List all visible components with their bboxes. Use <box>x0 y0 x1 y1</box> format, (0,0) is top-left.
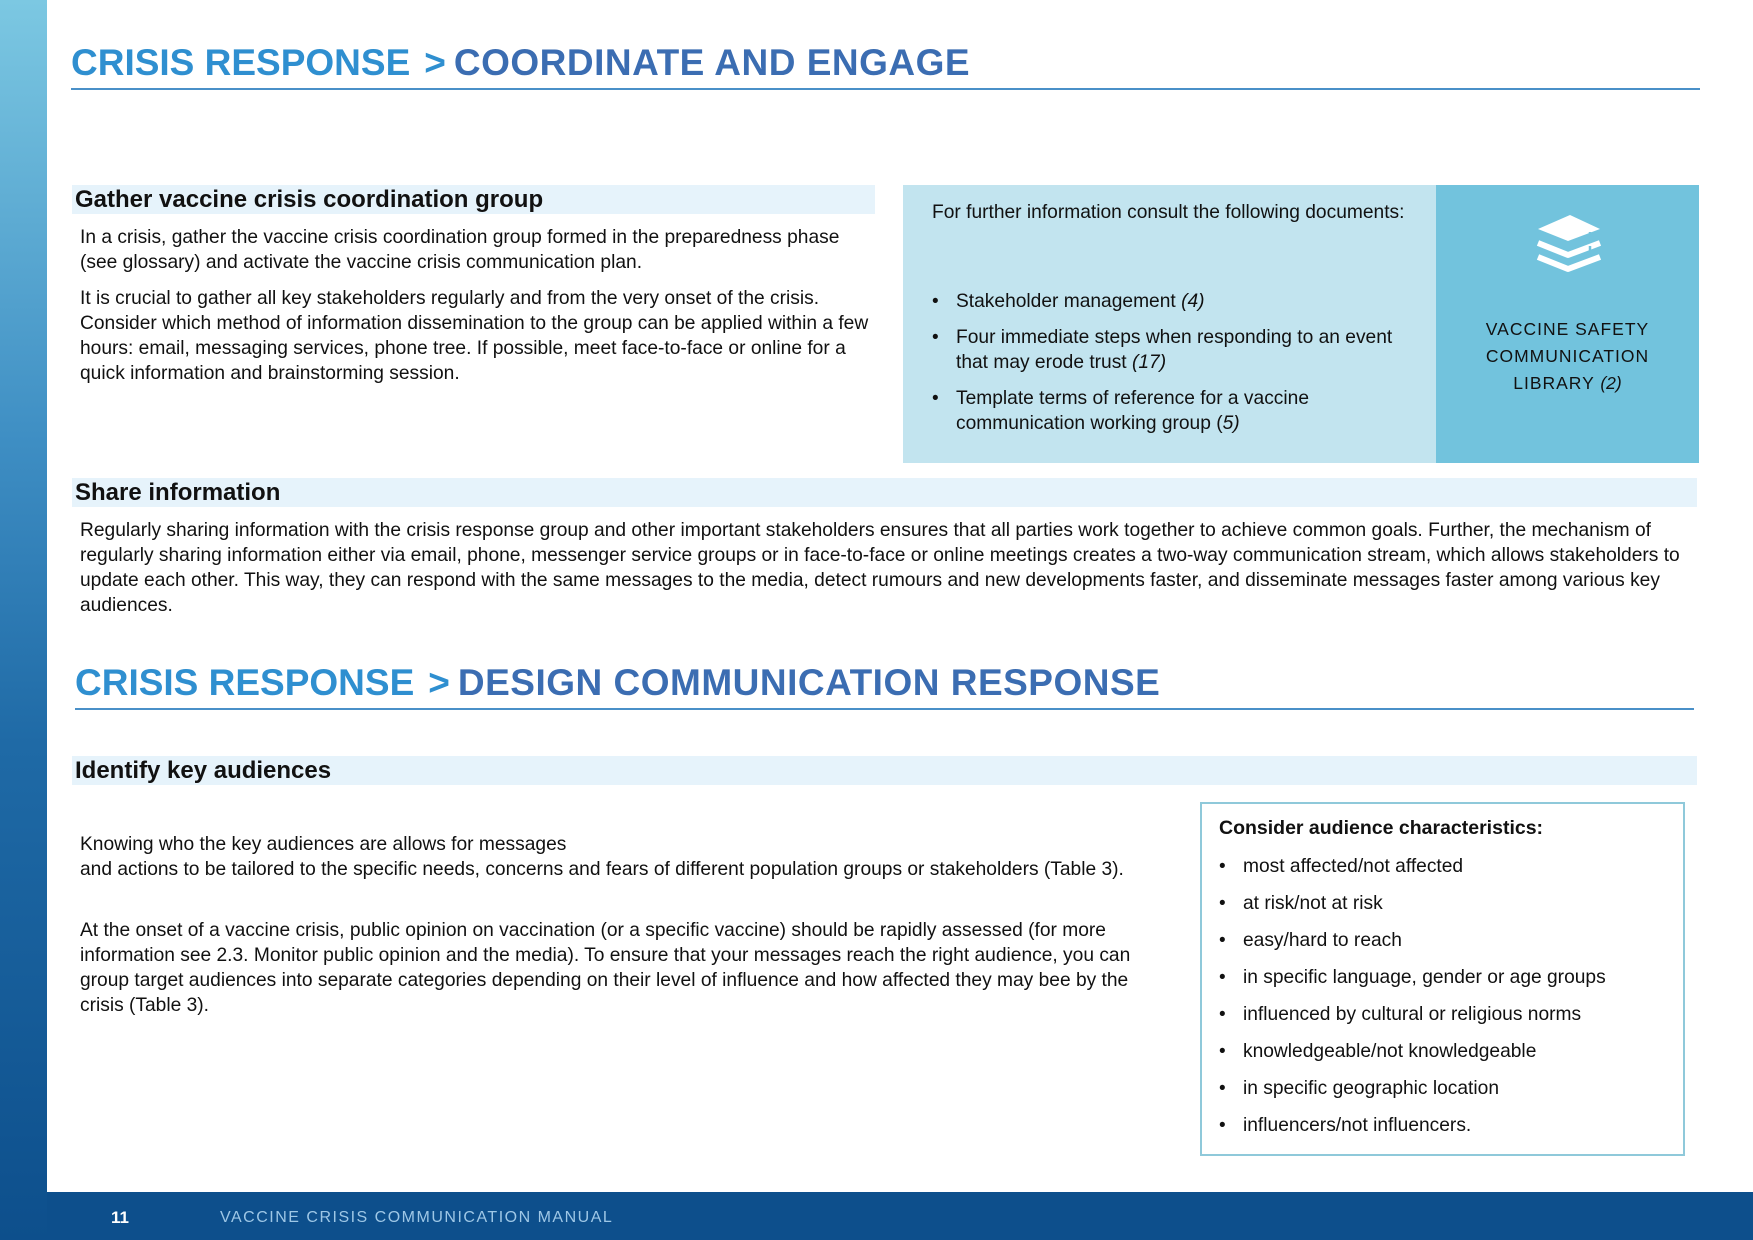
library-label: VACCINE SAFETY COMMUNICATION LIBRARY (2) <box>1485 319 1650 393</box>
heading-part-coordinate: COORDINATE AND ENGAGE <box>453 42 971 83</box>
heading-part-crisis-response: CRISIS RESPONSE <box>75 662 415 703</box>
audiences-paragraph-1: Knowing who the key audiences are allows for messages and actions to be tailored to the specific needs, concerns and fears of different population groups or stakeholders (Table 3). <box>80 834 1124 880</box>
library-box[interactable] <box>1436 185 1699 463</box>
characteristic-item: • most affected/not affected <box>1219 854 1606 879</box>
footer-manual-title: VACCINE CRISIS COMMUNICATION MANUAL <box>220 1209 614 1226</box>
sidebar-gradient-bar <box>0 0 47 1240</box>
subhead-gather-group: Gather vaccine crisis coordination group <box>72 185 875 214</box>
page-footer <box>47 1192 1753 1240</box>
further-info-intro: For further information consult the following documents: <box>932 202 1405 223</box>
further-info-list <box>932 289 1422 447</box>
subhead-share-information: Share information <box>72 478 1697 507</box>
gather-paragraph-1: In a crisis, gather the vaccine crisis coordination group formed in the preparedness phase (see glossary) and activate the vaccine crisis communication plan. <box>80 227 840 273</box>
heading-part-crisis-response: CRISIS RESPONSE <box>71 42 411 83</box>
further-info-item: • Stakeholder management (4) <box>932 289 1422 314</box>
audiences-paragraph-2: At the onset of a vaccine crisis, public opinion on vaccination (or a specific vaccine) should be rapidly assessed (for more information see 2.3. Monitor public opinion and the media). To ensure that your messages reach the right audience, you can group target audiences into separate categories depending on their level of influence and how affected they may bee by the crisis (Table 3). <box>80 920 1131 1016</box>
share-paragraph: Regularly sharing information with the crisis response group and other important stakeholders ensures that all parties work together to achieve common goals. Further, the mechanism of regularly sharing information either via email, phone, messenger service groups or in face-to-face or online meetings creates a two-way communication stream, which allows stakeholders to update each other. This way, they can respond with the same messages to the media, detect rumours and new developments faster, and disseminate messages faster among various key audiences. <box>80 520 1680 616</box>
heading-part-design: DESIGN COMMUNICATION RESPONSE <box>457 662 1161 703</box>
heading-separator: > <box>424 42 446 83</box>
heading-separator: > <box>428 662 450 703</box>
section-heading-design <box>75 662 1694 710</box>
further-info-box <box>903 185 1436 463</box>
subhead-identify-audiences: Identify key audiences <box>72 756 1697 785</box>
characteristic-item: • at risk/not at risk <box>1219 891 1606 916</box>
characteristic-item: • influenced by cultural or religious norms <box>1219 1002 1606 1027</box>
section-heading-coordinate <box>71 42 1700 90</box>
further-info-item: • Template terms of reference for a vaccine communication working group (5) <box>932 386 1422 436</box>
characteristic-item: • in specific language, gender or age groups <box>1219 965 1606 990</box>
further-info-item: • Four immediate steps when responding to an event that may erode trust (17) <box>932 325 1422 375</box>
books-icon <box>1530 201 1606 282</box>
characteristic-item: • in specific geographic location <box>1219 1076 1606 1101</box>
characteristic-item: • easy/hard to reach <box>1219 928 1606 953</box>
characteristic-item: • knowledgeable/not knowledgeable <box>1219 1039 1606 1064</box>
audience-characteristics-list <box>1219 854 1606 1150</box>
audience-box-title: Consider audience characteristics: <box>1219 817 1544 839</box>
page-number: 11 <box>111 1208 129 1227</box>
gather-paragraph-2: It is crucial to gather all key stakeholders regularly and from the very onset of the crisis. Consider which method of information dissemination to the group can be applied within a few hours: email, messaging services, phone tree. If possible, meet face-to-face or online for a quick information and brainstorming session. <box>80 288 869 384</box>
audience-characteristics-box <box>1200 802 1685 1156</box>
characteristic-item: • influencers/not influencers. <box>1219 1113 1606 1138</box>
